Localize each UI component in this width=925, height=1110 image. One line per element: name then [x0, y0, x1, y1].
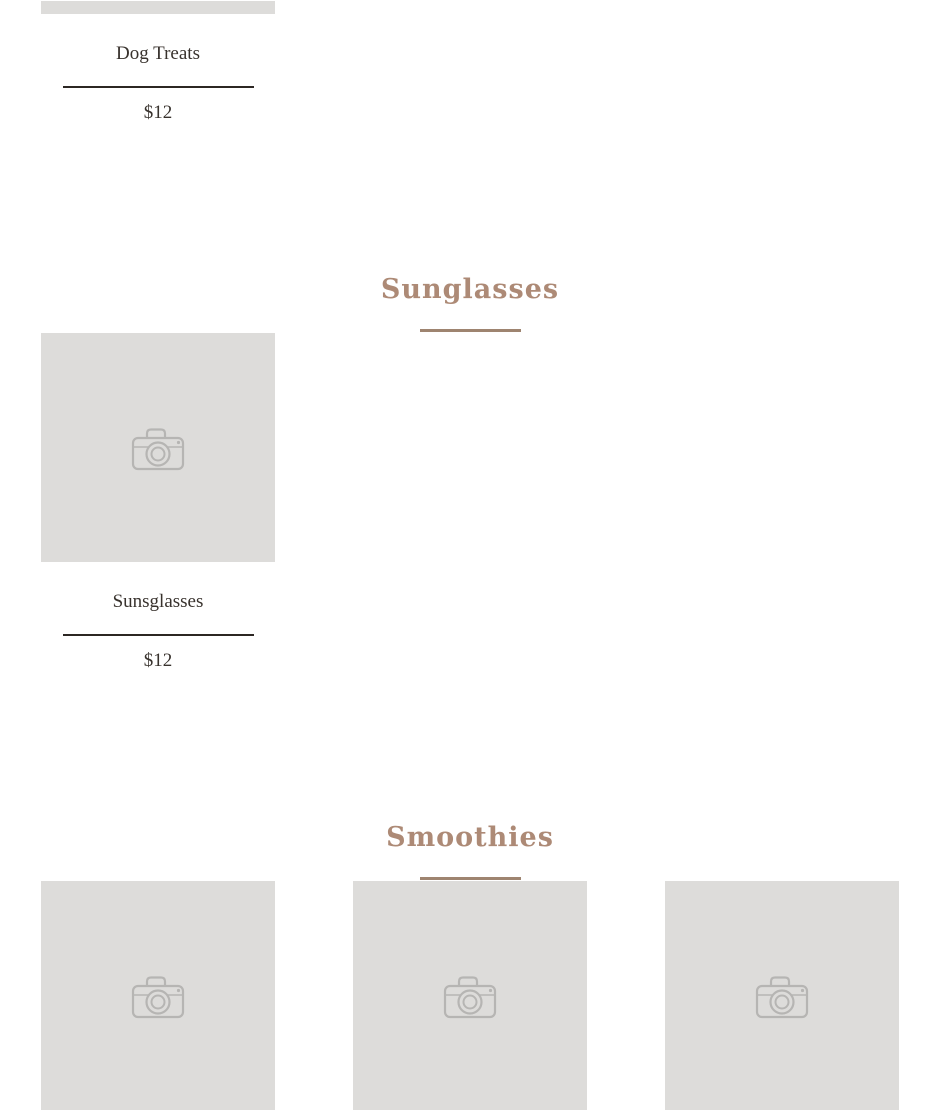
- product-grid: [41, 333, 899, 674]
- camera-icon: [130, 973, 186, 1019]
- section-smoothies: [41, 821, 899, 1110]
- shop-content: [41, 0, 899, 1110]
- product-card-sunsglasses: [41, 333, 275, 674]
- product-image-placeholder[interactable]: [41, 1, 275, 14]
- product-image-placeholder[interactable]: [41, 333, 275, 562]
- product-card-dog-treats: [41, 1, 275, 126]
- product-name[interactable]: Sunsglasses: [112, 591, 204, 612]
- heading-rule: [420, 329, 521, 332]
- camera-icon: [754, 973, 810, 1019]
- product-card: [41, 881, 275, 1110]
- product-image-placeholder[interactable]: [665, 881, 899, 1110]
- product-price: $12: [143, 650, 173, 671]
- camera-icon: [130, 425, 186, 471]
- heading-rule: [420, 877, 521, 880]
- product-price: $12: [143, 102, 173, 123]
- card-divider: [63, 86, 254, 88]
- section-heading: Sunglasses: [380, 274, 560, 305]
- section-heading: Smoothies: [386, 822, 554, 853]
- product-card: [665, 881, 899, 1110]
- product-name[interactable]: Dog Treats: [116, 43, 200, 64]
- product-grid: [41, 1, 899, 126]
- camera-icon: [442, 973, 498, 1019]
- section-dog-treats: [41, 1, 899, 126]
- product-grid: [41, 881, 899, 1110]
- product-card: [353, 881, 587, 1110]
- section-sunglasses: [41, 273, 899, 674]
- product-image-placeholder[interactable]: [41, 881, 275, 1110]
- card-divider: [63, 634, 254, 636]
- product-image-placeholder[interactable]: [353, 881, 587, 1110]
